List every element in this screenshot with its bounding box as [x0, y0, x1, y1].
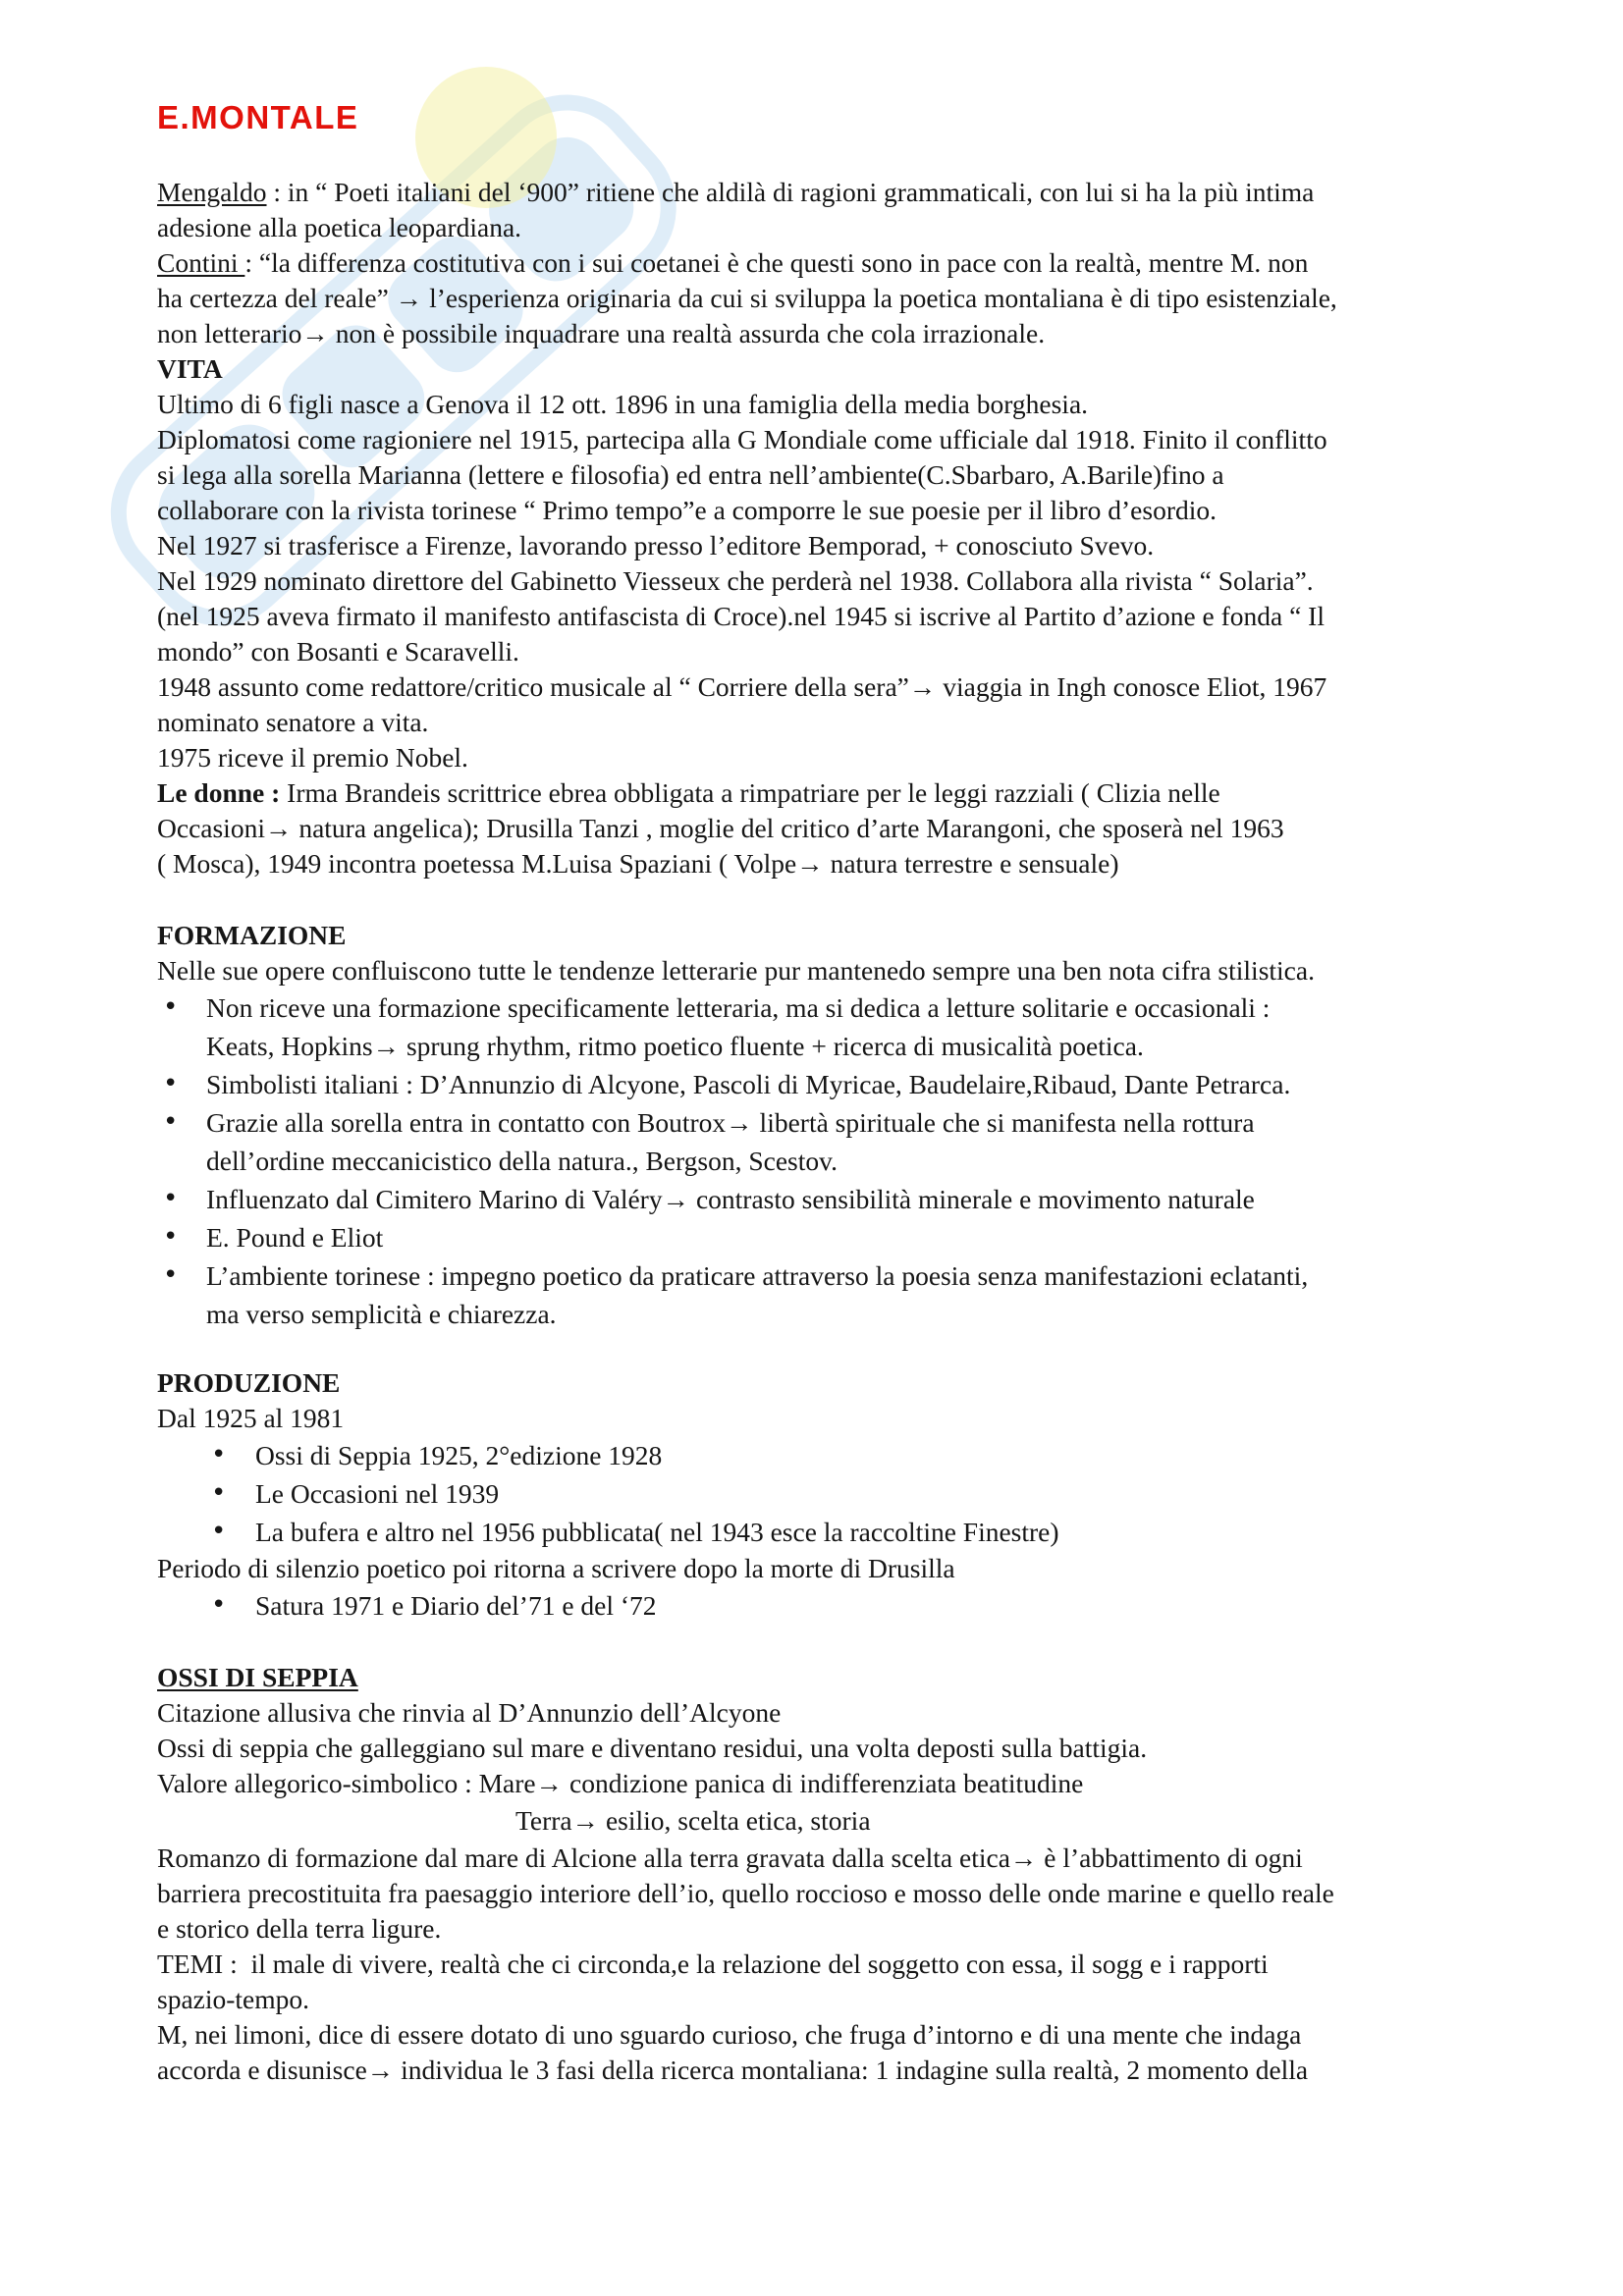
vita-line	[157, 422, 1571, 457]
vita-line	[157, 634, 1571, 669]
ossi-line: e storico della terra ligure.	[157, 1913, 442, 1944]
ossi-line: TEMI : il male di vivere, realtà che ci circonda,e la relazione del soggetto con essa, il sogg e i rapporti	[157, 1949, 1269, 1979]
line-text: adesione alla poetica leopardiana.	[157, 212, 522, 242]
ossi-indented-line: Terra→ esilio, scelta etica, storia	[515, 1805, 871, 1836]
line-text: Occasioni→ natura angelica); Drusilla Tanzi , moglie del critico d’arte Marangoni, che sposerà nel 1963	[157, 813, 1284, 843]
ossi-line: Ossi di seppia che galleggiano sul mare e diventano residui, una volta deposti sulla battigia.	[157, 1733, 1148, 1763]
bullet-continuation	[157, 1142, 1571, 1180]
bullet-text: Influenzato dal Cimitero Marino di Valéry→ contrasto sensibilità minerale e movimento naturale	[206, 1184, 1255, 1214]
vita-line	[157, 705, 1571, 740]
work-item	[157, 1436, 1571, 1474]
bullet-icon	[163, 1256, 178, 1295]
bullet-continuation	[157, 1295, 1571, 1333]
vita-line	[157, 387, 1571, 422]
line-text: ha certezza del reale” → l’esperienza originaria da cui si sviluppa la poetica montaliana è di tipo esistenziale,	[157, 283, 1337, 313]
bullet-text: L’ambiente torinese : impegno poetico da praticare attraverso la poesia senza manifestazioni eclatanti,	[206, 1260, 1309, 1291]
line-text: mondo” con Bosanti e Scaravelli.	[157, 636, 519, 667]
vita-line	[157, 740, 1571, 775]
line-text: non letterario→ non è possibile inquadrare una realtà assurda che cola irrazionale.	[157, 318, 1046, 348]
bullet-icon	[211, 1436, 226, 1474]
line-text: : in “ Poeti italiani del ‘900” ritiene che aldilà di ragioni grammaticali, con lui si ha la più intima	[266, 177, 1315, 207]
author-name: Mengaldo	[157, 177, 267, 207]
bullet-item	[157, 1103, 1571, 1142]
line-text: si lega alla sorella Marianna (lettere e filosofia) ed entra nell’ambiente(C.Sbarbaro, A.Barile)fino a	[157, 459, 1224, 490]
work-item	[157, 1586, 1571, 1625]
intro-line	[157, 316, 1571, 351]
line-text: (nel 1925 aveva firmato il manifesto antifascista di Croce).nel 1945 si iscrive al Partito d’azione e fonda “ Il	[157, 601, 1325, 631]
bullet-icon	[211, 1513, 226, 1551]
bullet-continuation	[157, 1027, 1571, 1065]
ossi-line: Romanzo di formazione dal mare di Alcione alla terra gravata dalla scelta etica→ è l’abbattimento di ogni	[157, 1842, 1303, 1873]
section-heading-vita: VITA	[157, 353, 223, 384]
ossi-line: Valore allegorico-simbolico : Mare→ condizione panica di indifferenziata beatitudine	[157, 1768, 1084, 1798]
line-text: Diplomatosi come ragioniere nel 1915, partecipa alla G Mondiale come ufficiale dal 1918. Finito il conflitto	[157, 424, 1327, 454]
section-heading-ossi: OSSI DI SEPPIA	[157, 1662, 358, 1692]
page-title: E.MONTALE	[157, 99, 359, 135]
ossi-line: spazio-tempo.	[157, 1984, 310, 2014]
line-text: ( Mosca), 1949 incontra poetessa M.Luisa Spaziani ( Volpe→ natura terrestre e sensuale)	[157, 848, 1119, 879]
vita-line	[157, 457, 1571, 493]
vita-line	[157, 528, 1571, 563]
bullet-text: ma verso semplicità e chiarezza.	[206, 1299, 557, 1329]
intro-line	[157, 281, 1571, 316]
ossi-line: accorda e disunisce→ individua le 3 fasi della ricerca montaliana: 1 indagine sulla realtà, 2 momento della	[157, 2055, 1309, 2085]
bullet-item	[157, 988, 1571, 1027]
work-text: Ossi di Seppia 1925, 2°edizione 1928	[255, 1440, 663, 1470]
line-text: 1948 assunto come redattore/critico musicale al “ Corriere della sera”→ viaggia in Ingh conosce Eliot, 1967	[157, 671, 1327, 702]
bullet-icon	[163, 1065, 178, 1103]
line-text: Nel 1927 si trasferisce a Firenze, lavorando presso l’editore Bemporad, + conosciuto Svevo.	[157, 530, 1155, 561]
bullet-icon	[163, 1218, 178, 1256]
bullet-text: Simbolisti italiani : D’Annunzio di Alcyone, Pascoli di Myricae, Baudelaire,Ribaud, Dante Petrarca.	[206, 1069, 1291, 1099]
vita-line	[157, 811, 1571, 846]
line-text: 1975 riceve il premio Nobel.	[157, 742, 468, 773]
spacer	[157, 1625, 1571, 1660]
document-page	[157, 100, 1571, 2088]
intro-line	[157, 245, 1571, 281]
vita-line	[157, 846, 1571, 881]
spacer	[157, 1333, 1571, 1365]
produzione-note: Periodo di silenzio poetico poi ritorna a scrivere dopo la morte di Drusilla	[157, 1553, 955, 1583]
bullet-text: E. Pound e Eliot	[206, 1222, 384, 1253]
bullet-item	[157, 1256, 1571, 1295]
bullet-icon	[163, 1180, 178, 1218]
intro-line	[157, 210, 1571, 245]
author-name: Contini	[157, 247, 245, 278]
bullet-item	[157, 1065, 1571, 1103]
intro-line	[157, 175, 1571, 210]
section-heading-produzione: PRODUZIONE	[157, 1367, 341, 1398]
ossi-line: M, nei limoni, dice di essere dotato di uno sguardo curioso, che fruga d’intorno e di una mente che indaga	[157, 2019, 1302, 2050]
work-text: La bufera e altro nel 1956 pubblicata( nel 1943 esce la raccoltine Finestre)	[255, 1517, 1059, 1547]
bullet-text: Grazie alla sorella entra in contatto con Boutrox→ libertà spirituale che si manifesta nella rottura	[206, 1107, 1255, 1138]
bullet-icon	[211, 1474, 226, 1513]
bullet-icon	[163, 1103, 178, 1142]
vita-line	[157, 775, 1571, 811]
line-text: Irma Brandeis scrittrice ebrea obbligata a rimpatriare per le leggi razziali ( Clizia nelle	[280, 777, 1220, 808]
bold-lead: Le donne :	[157, 777, 281, 808]
bullet-item	[157, 1218, 1571, 1256]
produzione-intro: Dal 1925 al 1981	[157, 1403, 345, 1433]
work-item	[157, 1513, 1571, 1551]
bullet-item	[157, 1180, 1571, 1218]
line-text: Nel 1929 nominato direttore del Gabinetto Viesseux che perderà nel 1938. Collabora alla rivista “ Solaria”.	[157, 565, 1314, 596]
vita-line	[157, 669, 1571, 705]
bullet-icon	[211, 1586, 226, 1625]
line-text: Ultimo di 6 figli nasce a Genova il 12 ott. 1896 in una famiglia della media borghesia.	[157, 389, 1089, 419]
bullet-text: Non riceve una formazione specificamente letteraria, ma si dedica a letture solitarie e occasionali :	[206, 992, 1271, 1023]
formazione-intro: Nelle sue opere confluiscono tutte le tendenze letterarie pur mantenedo sempre una ben nota cifra stilistica.	[157, 955, 1315, 986]
line-text: : “la differenza costitutiva con i sui coetanei è che questi sono in pace con la realtà, mentre M. non	[244, 247, 1309, 278]
vita-line	[157, 563, 1571, 599]
work-text: Le Occasioni nel 1939	[255, 1478, 500, 1509]
bullet-text: Keats, Hopkins→ sprung rhythm, ritmo poetico fluente + ricerca di musicalità poetica.	[206, 1031, 1144, 1061]
vita-line	[157, 599, 1571, 634]
spacer	[157, 881, 1571, 918]
bullet-icon	[163, 988, 178, 1027]
vita-line	[157, 493, 1571, 528]
ossi-line: Citazione allusiva che rinvia al D’Annunzio dell’Alcyone	[157, 1697, 782, 1728]
line-text: nominato senatore a vita.	[157, 707, 429, 737]
line-text: collaborare con la rivista torinese “ Primo tempo”e a comporre le sue poesie per il libro d’esordio.	[157, 495, 1217, 525]
work-item	[157, 1474, 1571, 1513]
bullet-text: dell’ordine meccanicistico della natura., Bergson, Scestov.	[206, 1146, 838, 1176]
section-heading-formazione: FORMAZIONE	[157, 920, 347, 950]
work-text: Satura 1971 e Diario del’71 e del ‘72	[255, 1590, 657, 1621]
ossi-line: barriera precostituita fra paesaggio interiore dell’io, quello roccioso e mosso delle onde marine e quello reale	[157, 1878, 1334, 1908]
